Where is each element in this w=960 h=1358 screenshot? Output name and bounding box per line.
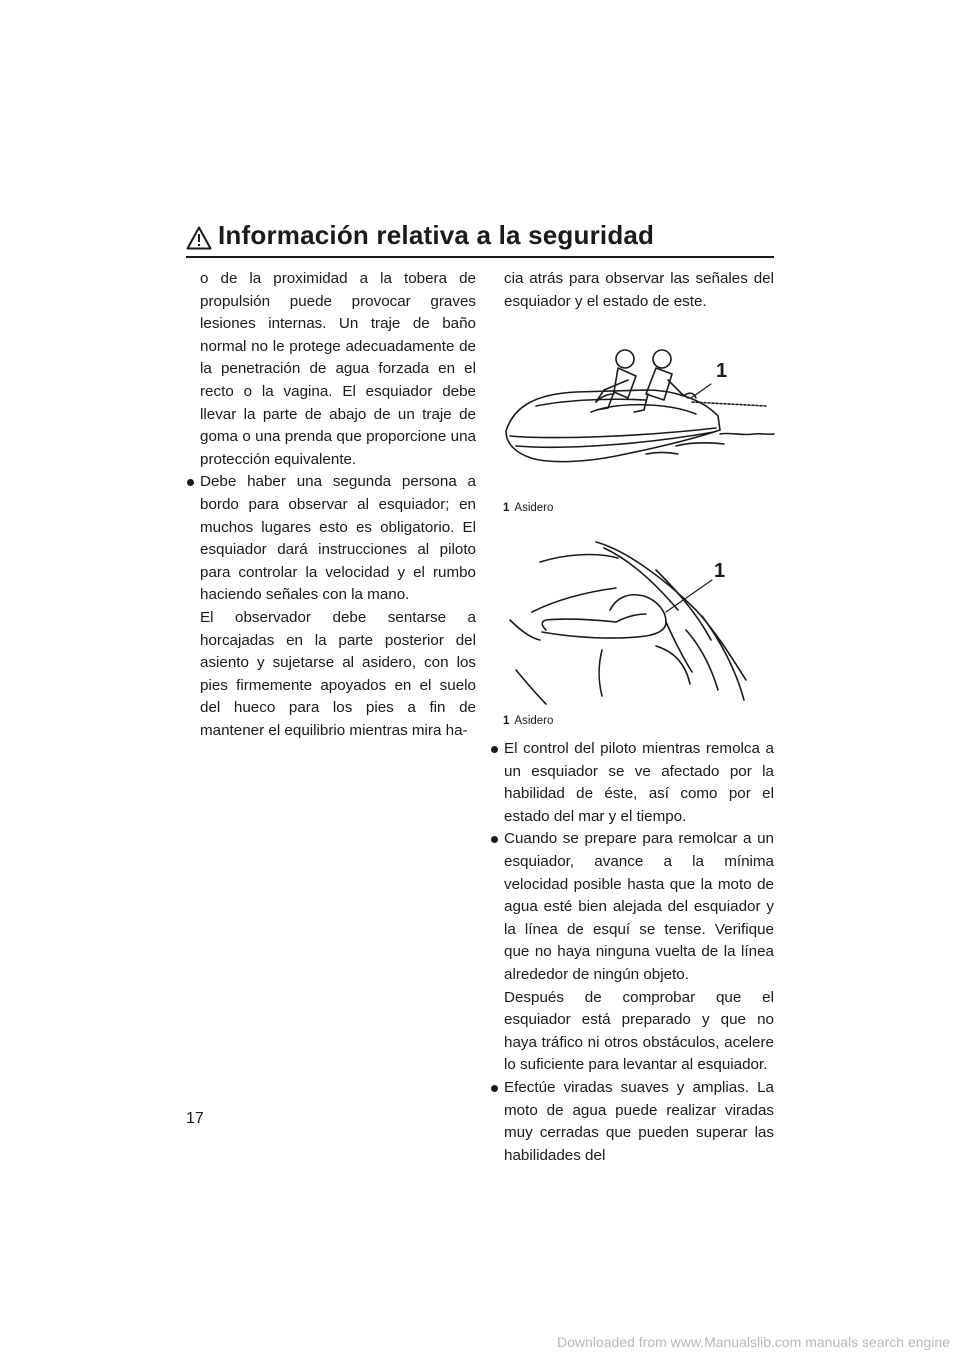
bullet-item <box>490 828 774 986</box>
figure-caption <box>503 715 553 727</box>
caption-number: 1 <box>503 502 510 514</box>
figure-callout: 1 <box>714 560 726 582</box>
bullet-text: Cuando se prepare para remolcar a un esquiador, avance a la mínima velocidad posible hasta que la moto de agua esté bien alejada del esquiador y la línea de esquí se tense. Verifique que no haya ninguna vuelta de la línea alrededor de ningún objeto. <box>504 830 774 983</box>
bullet-text: Efectúe viradas suaves y amplias. La moto de agua puede realizar viradas muy cerradas que pueden superar las habilidades del <box>504 1078 774 1164</box>
bullet-dot-icon <box>491 746 498 753</box>
watercraft-illustration <box>496 336 776 476</box>
paragraph: El observador debe sentarse a horcajadas en la parte posterior del asiento y sujetarse al asidero, con los pies firmemente apoyados en el suelo del hueco para los pies a fin de mantener el equilibrio mientras mira ha- <box>200 608 476 739</box>
paragraph: Después de comprobar que el esquiador está preparado y que no haya tráfico ni otros obstáculos, acelere lo suficiente para levantar al esquiador. <box>504 988 774 1074</box>
warning-triangle-icon <box>186 226 212 250</box>
bullet-dot-icon <box>491 1085 498 1092</box>
left-column <box>186 268 476 742</box>
caption-text: Asidero <box>514 715 554 727</box>
right-column <box>490 268 774 313</box>
bullet-item <box>186 471 476 607</box>
figure-seat-handle <box>506 540 772 710</box>
figure-caption <box>503 502 553 514</box>
page-number: 17 <box>186 1110 204 1127</box>
figure-callout: 1 <box>716 360 728 382</box>
paragraph: o de la proximidad a la tobera de propulsión puede provocar graves lesiones internas. Un traje de baño normal no le protege adecuadamente de la penetración de agua forzada en el recto o la vagina. El esquiador debe llevar la parte de abajo de un traje de goma o una prenda que proporcione una protección equivalente. <box>200 270 476 468</box>
seat-handle-illustration <box>506 540 772 710</box>
bullet-text: El control del piloto mientras remolca a un esquiador se ve afectado por la habilidad de éste, así como por el estado del mar y el tiempo. <box>504 740 774 825</box>
caption-number: 1 <box>503 715 510 727</box>
bullet-dot-icon <box>187 479 194 486</box>
header-rule <box>186 256 774 258</box>
bullet-text: Debe haber una segunda persona a bordo para observar al esquiador; en muchos lugares esto es obligatorio. El esquiador dará instrucciones al piloto para controlar la velocidad y el rumbo haciendo señales con la mano. <box>200 473 476 604</box>
right-column-lower <box>490 738 774 1167</box>
bullet-dot-icon <box>491 836 498 843</box>
bullet-item <box>490 1077 774 1167</box>
footer-watermark: Downloaded from www.Manualslib.com manuals search engine <box>557 1334 950 1350</box>
figure-watercraft-observer <box>496 336 776 476</box>
paragraph: cia atrás para observar las señales del esquiador y el estado de este. <box>504 270 774 310</box>
page-header <box>186 222 774 258</box>
caption-text: Asidero <box>514 502 554 514</box>
page-title: Información relativa a la seguridad <box>218 220 655 250</box>
bullet-item <box>490 738 774 828</box>
